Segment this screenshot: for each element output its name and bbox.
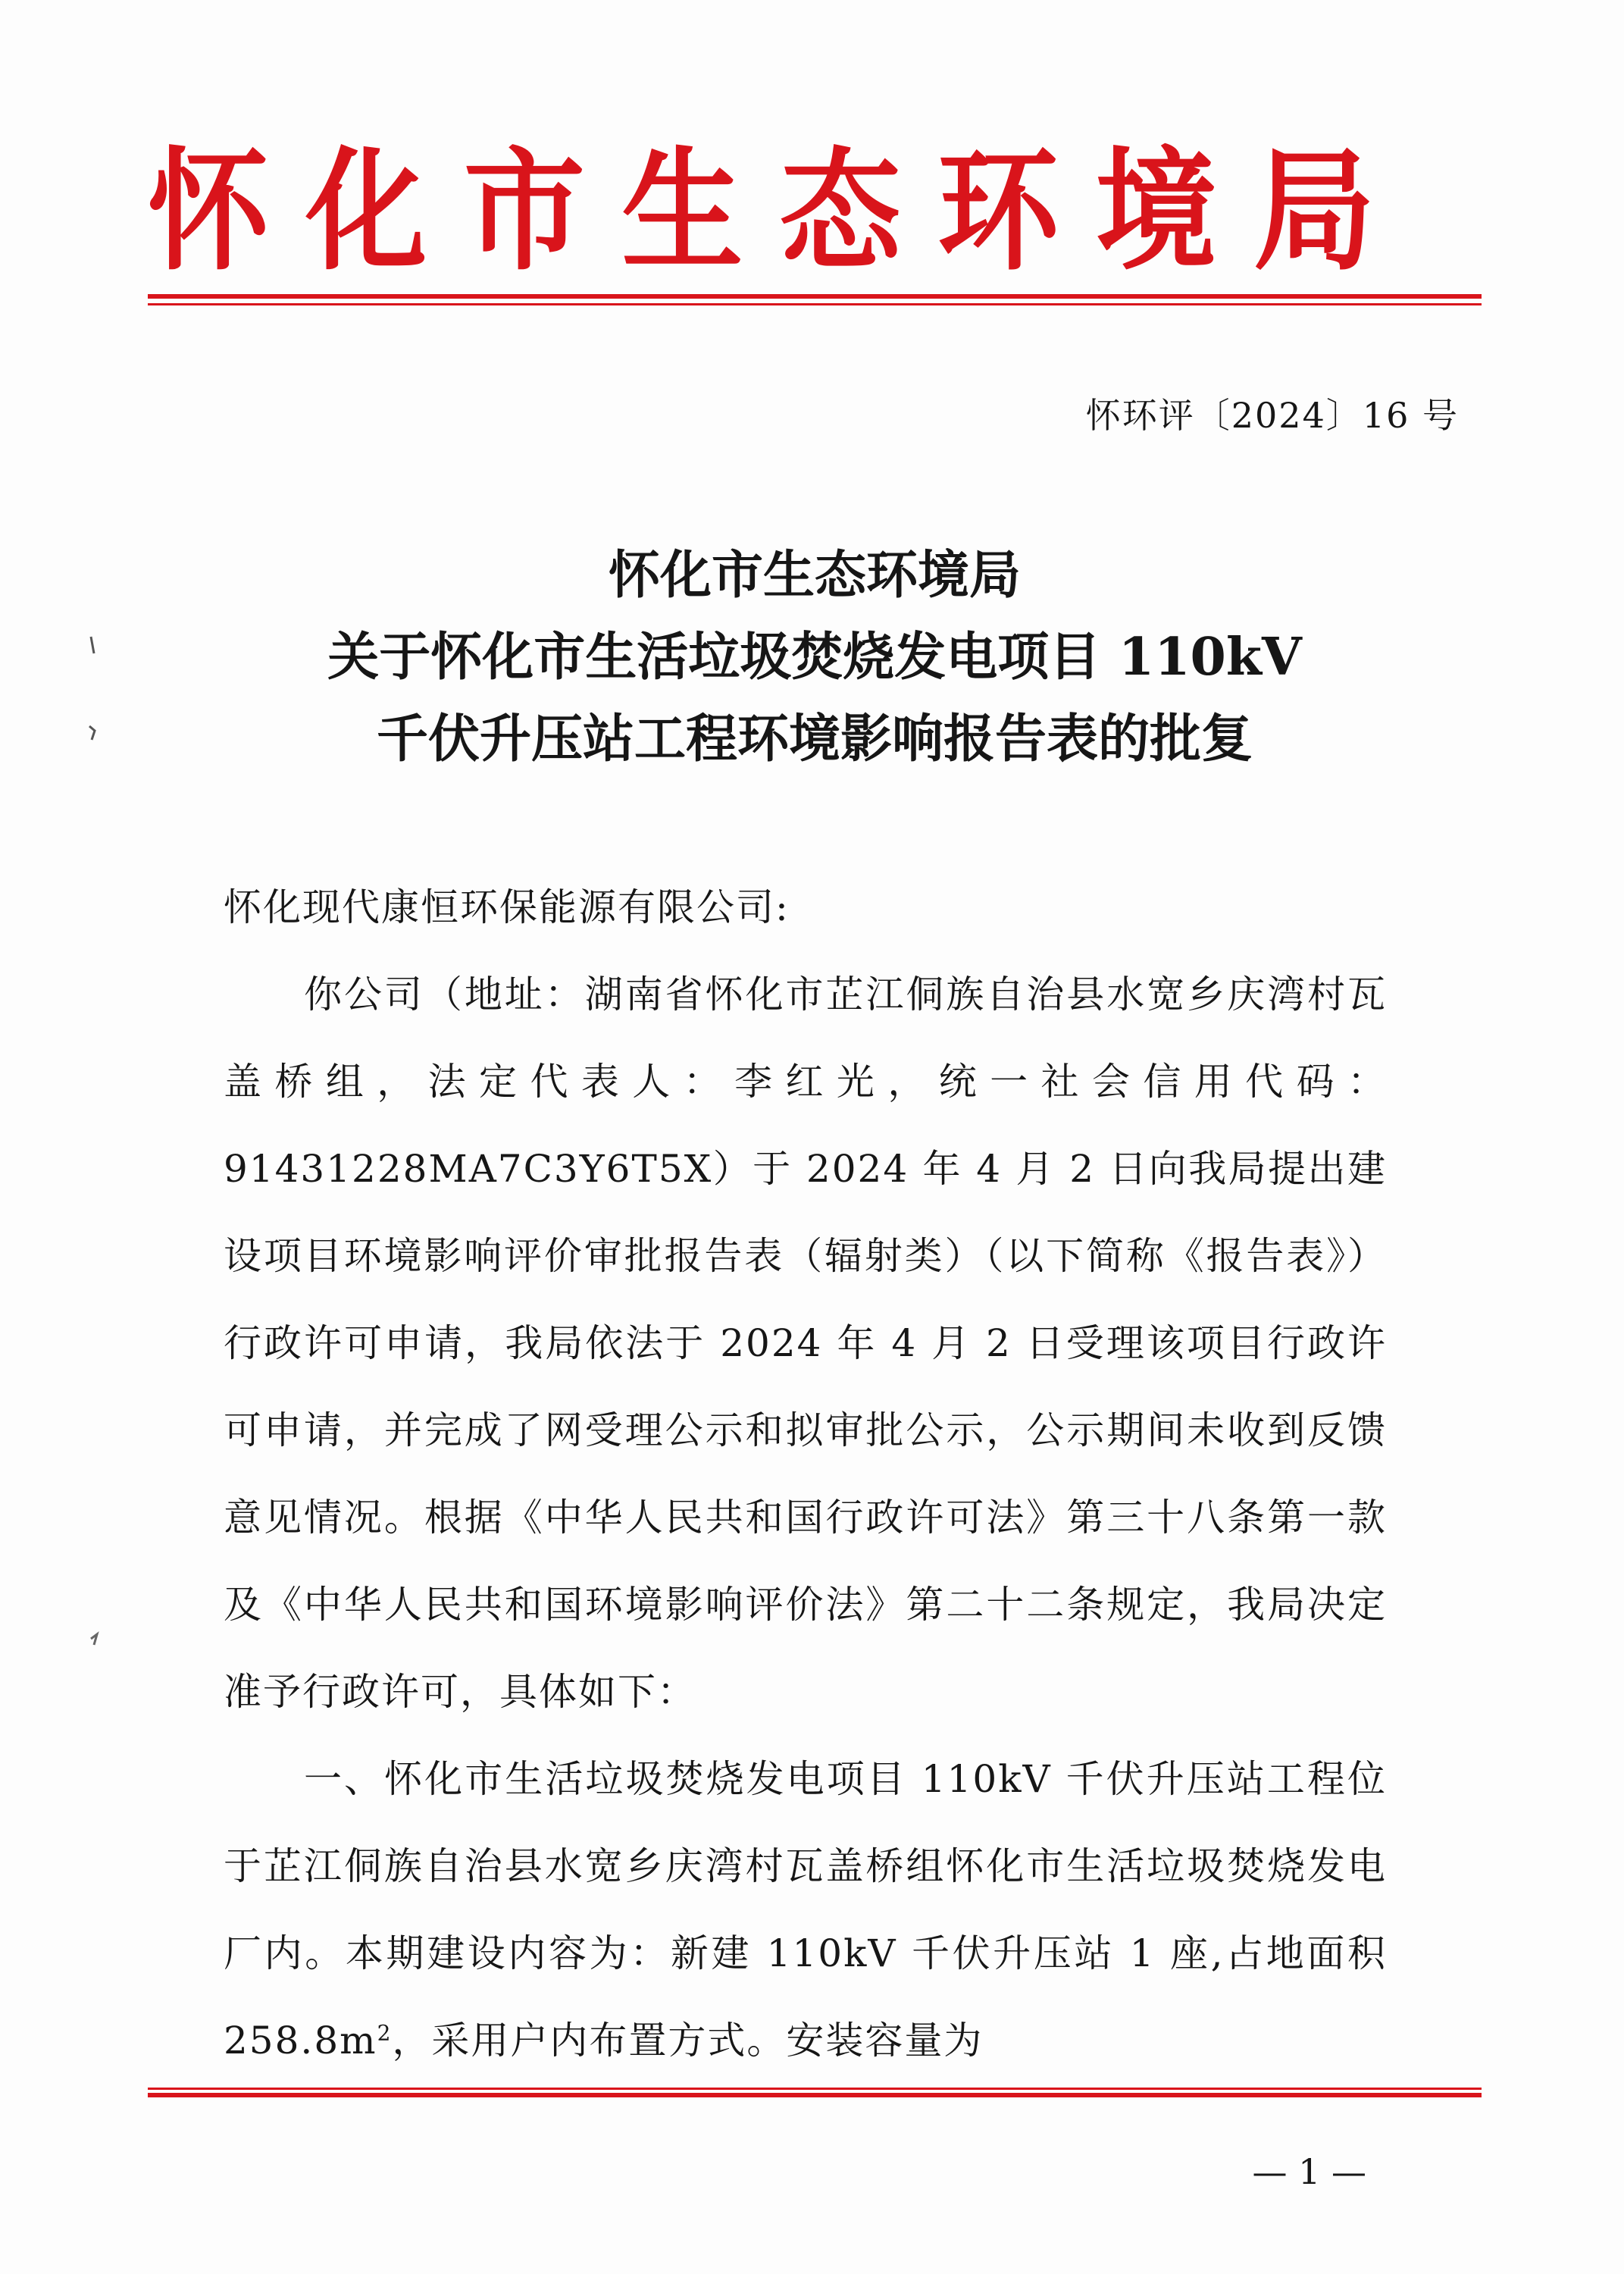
paragraph-item-one-text: 一、怀化市生活垃圾焚烧发电项目 110kV 千伏升压站工程位于芷江侗族自治县水宽乡庆湾村瓦盖桥组怀化市生活垃圾焚烧发电厂内。本期建设内容为：新建 110kV 千伏升压站 1 座,占地面积 258.8m (224, 1757, 1387, 2063)
area-unit-superscript: 2 (377, 2020, 393, 2046)
footer-divider-thick (148, 2093, 1482, 2097)
title-line: 怀化市生态环境局 (608, 545, 1021, 606)
letterhead-char: 态 (779, 135, 901, 289)
document-number: 怀环评〔2024〕16 号 (1085, 395, 1459, 436)
paragraph-item-one-text-end: ，采用户内布置方式。安装容量为 (392, 2019, 984, 2063)
letterhead-char: 环 (937, 135, 1059, 289)
scan-specks (85, 629, 108, 1690)
letterhead-char: 市 (463, 135, 585, 289)
page-number: — 1 — (1252, 2151, 1366, 2192)
letterhead-char: 怀 (148, 135, 270, 289)
letterhead-title (148, 136, 1375, 288)
letterhead-char: 化 (305, 135, 427, 289)
letterhead-divider-thin (148, 303, 1482, 305)
paragraph-application: 你公司（地址：湖南省怀化市芷江侗族自治县水宽乡庆湾村瓦盖桥组，法定代表人：李红光，统一社会信用代码：91431228MA7C3Y6T5X）于 2024 年 4 月 2 日向我局提出建设项目环境影响评价审批报告表（辐射类）（以下简称《报告表》）行政许可申请，我局依法于 2024 年 4 月 2 日受理该项目行政许可申请，并完成了网受理公示和拟审批公示，公示期间未收到反馈意见情况。根据《中华人民共和国行政许可法》第三十八条第一款及《中华人民共和国环境影响评价法》第二十二条规定，我局决定准予行政许可，具体如下： (224, 973, 1387, 1714)
salutation: 怀化现代康恒环保能源有限公司: (224, 885, 790, 929)
title-line: 关于怀化市生活垃圾焚烧发电项目 110kV (327, 627, 1302, 688)
letterhead-char: 局 (1253, 135, 1375, 289)
scan-speck (91, 1634, 97, 1645)
letterhead-divider-thick (148, 294, 1482, 299)
document-title (148, 534, 1482, 780)
scan-speck (89, 726, 95, 740)
body-text (224, 864, 1387, 2084)
footer-divider-thin (148, 2088, 1482, 2090)
letterhead-char: 生 (621, 135, 743, 289)
title-line: 千伏升压站工程环境影响报告表的批复 (376, 709, 1253, 769)
letterhead-char: 境 (1095, 135, 1217, 289)
paragraph-item-one (224, 1736, 1387, 2084)
scan-speck (91, 637, 94, 653)
